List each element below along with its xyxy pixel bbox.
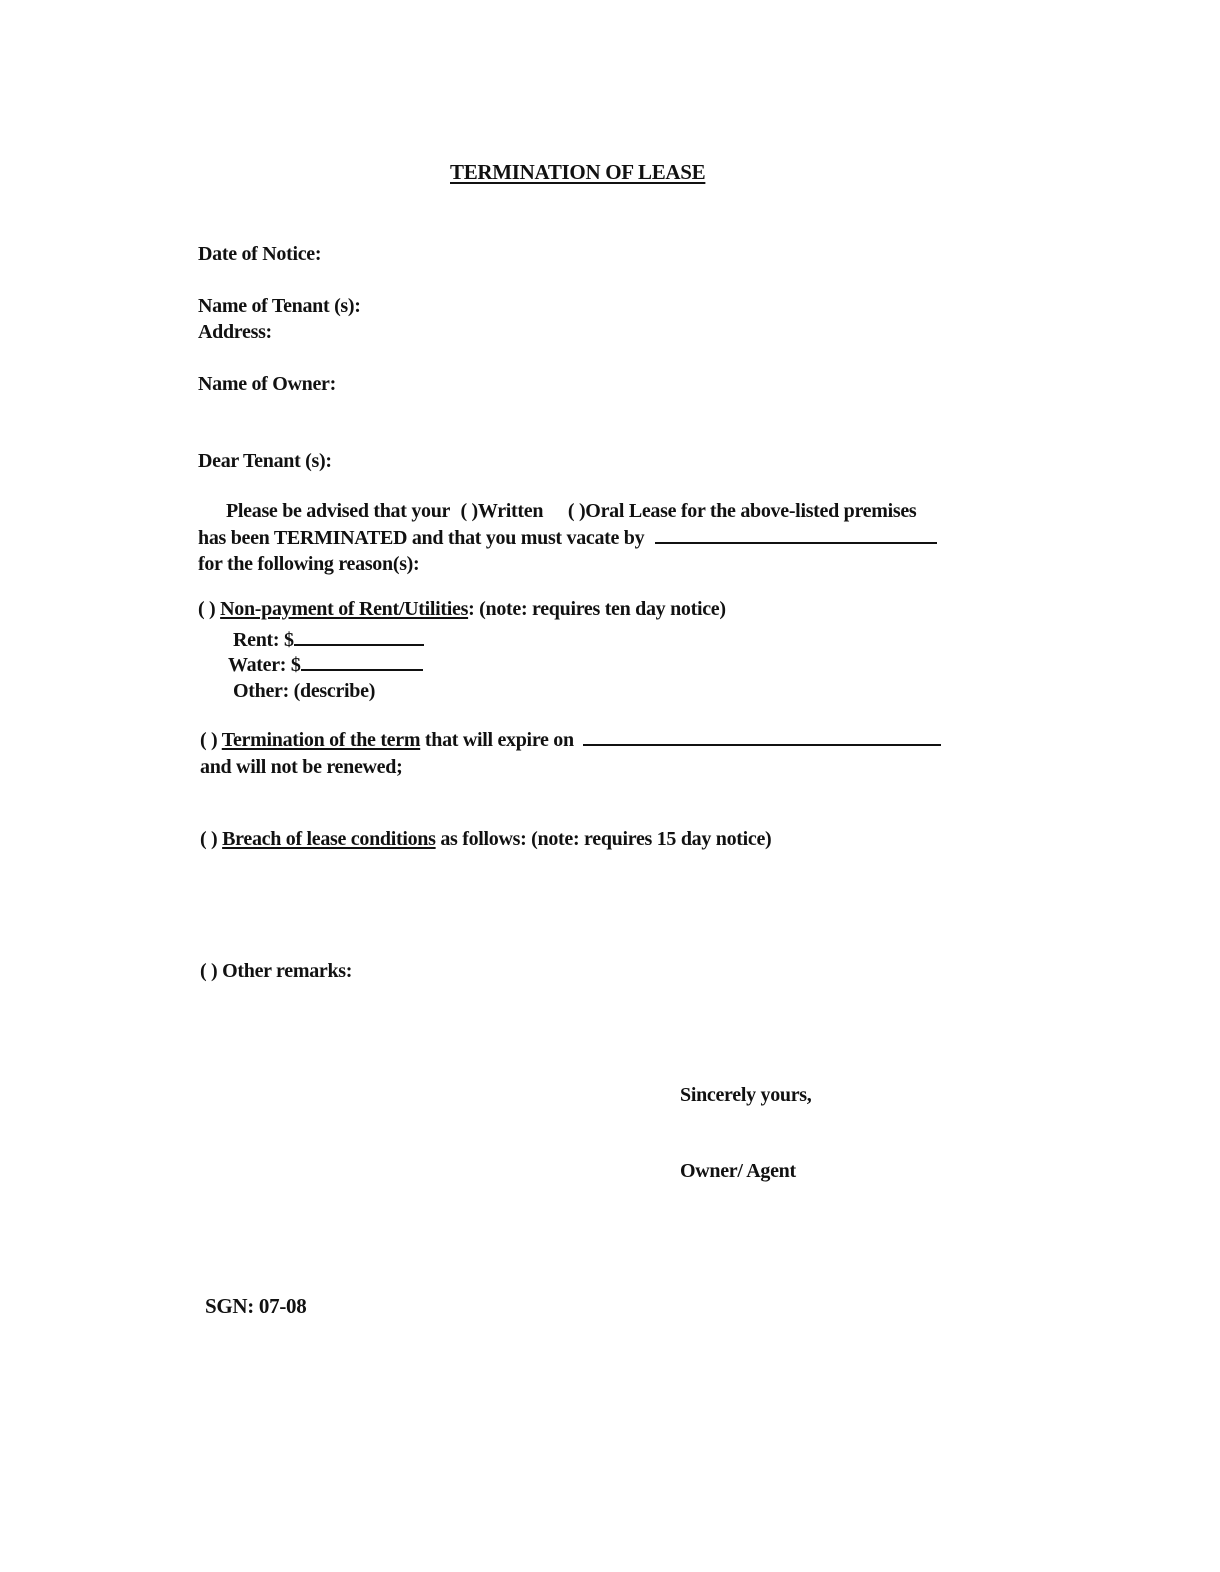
rent-amount-blank[interactable] [294, 643, 424, 646]
body-line-3: for the following reason(s): [198, 553, 420, 575]
termination-checkbox[interactable]: ( ) [200, 729, 218, 751]
rent-label: Rent: $ [233, 629, 294, 651]
water-label: Water: $ [228, 654, 301, 676]
reason-other [200, 960, 352, 983]
body-line-1-suffix: Lease for the above-listed premises [628, 500, 917, 522]
water-field [228, 654, 423, 677]
reason-nonpayment [198, 598, 726, 621]
breach-label: Breach of lease conditions [222, 828, 436, 850]
vacate-date-blank[interactable] [655, 541, 937, 544]
address-label: Address: [198, 321, 272, 343]
breach-checkbox[interactable]: ( ) [200, 828, 218, 850]
breach-text: as follows: (note: requires 15 day notice) [435, 828, 772, 850]
termination-line-2: and will not be renewed; [200, 756, 403, 778]
termination-label: Termination of the term [221, 729, 421, 751]
written-lease-option[interactable]: ( )Written [460, 500, 544, 522]
rent-field [233, 629, 424, 652]
water-amount-blank[interactable] [301, 668, 423, 671]
nonpayment-checkbox[interactable]: ( ) [198, 598, 216, 620]
body-line-2 [198, 527, 937, 550]
other-describe-label: Other: (describe) [233, 680, 376, 702]
date-of-notice-label: Date of Notice: [198, 243, 322, 265]
nonpayment-label: Non-payment of Rent/Utilities [220, 598, 469, 620]
tenant-name-label: Name of Tenant (s): [198, 295, 361, 317]
reason-breach [200, 828, 771, 851]
document-title: TERMINATION OF LEASE [450, 160, 706, 184]
nonpayment-note: : (note: requires ten day notice) [468, 598, 726, 620]
reason-termination [200, 729, 941, 752]
body-line-1 [226, 500, 916, 523]
closing-signer: Owner/ Agent [680, 1160, 796, 1182]
expiration-date-blank[interactable] [583, 743, 941, 746]
owner-name-label: Name of Owner: [198, 373, 336, 395]
termination-text: that will expire on [420, 729, 574, 751]
other-checkbox[interactable]: ( ) [200, 960, 218, 982]
oral-lease-option[interactable]: ( )Oral [567, 500, 625, 522]
salutation: Dear Tenant (s): [198, 450, 332, 472]
closing-sincerely: Sincerely yours, [680, 1084, 812, 1106]
other-remarks-label: Other remarks: [222, 960, 353, 982]
footer-code: SGN: 07-08 [205, 1294, 307, 1318]
body-line-2-text: has been TERMINATED and that you must vacate by [198, 527, 645, 549]
body-line-1-prefix: Please be advised that your [226, 500, 450, 522]
